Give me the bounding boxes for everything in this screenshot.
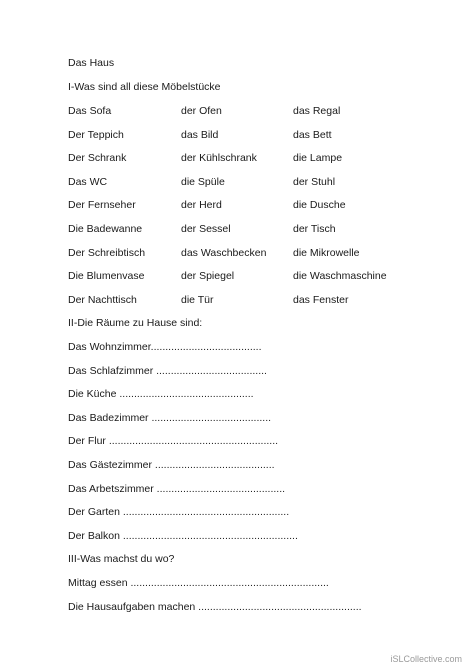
vocab-word: die Mikrowelle <box>293 246 360 259</box>
vocab-row <box>68 199 448 212</box>
room-fill-line: Der Flur .......................................................... <box>68 435 279 448</box>
vocab-word: Der Schrank <box>68 152 127 165</box>
vocab-word: Der Schreibtisch <box>68 246 146 259</box>
room-fill-line: Das Badezimmer ......................................... <box>68 411 272 424</box>
section2-heading: II-Die Räume zu Hause sind: <box>68 317 203 329</box>
vocab-word: Das WC <box>68 175 108 188</box>
room-fill-line: Die Küche .............................................. <box>68 388 254 401</box>
vocab-word: die Spüle <box>181 175 225 188</box>
vocab-word: das Regal <box>293 105 341 117</box>
room-fill-line: Das Arbetszimmer ............................................ <box>68 482 286 495</box>
vocab-word: Die Badewanne <box>68 223 143 235</box>
section3-heading: III-Was machst du wo? <box>68 553 175 565</box>
vocab-row <box>68 176 448 189</box>
vocab-word: Der Nachttisch <box>68 293 137 306</box>
room-fill-line: Das Gästezimmer ......................................... <box>68 459 275 471</box>
vocab-word: der Kühlschrank <box>181 152 257 165</box>
vocab-word: Der Teppich <box>68 128 124 141</box>
room-fill-line: Der Balkon ............................................................ <box>68 529 298 542</box>
vocab-row <box>68 129 448 142</box>
vocab-word: das Fenster <box>293 293 349 306</box>
vocab-row <box>68 294 448 307</box>
vocab-row <box>68 152 448 165</box>
vocab-word: Die Blumenvase <box>68 270 145 283</box>
vocab-word: das Bild <box>181 128 219 141</box>
worksheet-title: Das Haus <box>68 57 115 69</box>
vocab-word: das Waschbecken <box>181 246 267 259</box>
vocab-word: der Spiegel <box>181 270 235 283</box>
vocab-row <box>68 270 448 283</box>
vocab-word: das Bett <box>293 128 332 141</box>
vocab-row <box>68 223 448 236</box>
section1-heading: I-Was sind all diese Möbelstücke <box>68 81 221 93</box>
vocab-word: die Tür <box>181 293 214 306</box>
vocab-word: Der Fernseher <box>68 199 136 212</box>
activity-fill-line: Mittag essen .................................................................... <box>68 577 329 589</box>
room-fill-line: Der Garten ......................................................... <box>68 506 290 519</box>
vocab-word: Das Sofa <box>68 105 112 117</box>
room-fill-line: Das Schlafzimmer ...................................... <box>68 364 267 377</box>
vocab-word: der Tisch <box>293 223 336 235</box>
footer-watermark: iSLCollective.com <box>390 654 462 664</box>
vocab-word: der Sessel <box>181 223 231 235</box>
vocab-word: der Ofen <box>181 105 222 117</box>
vocab-word: die Waschmaschine <box>293 270 387 283</box>
vocab-word: die Dusche <box>293 199 346 212</box>
vocab-row <box>68 105 448 118</box>
vocab-word: der Herd <box>181 199 222 212</box>
room-fill-line: Das Wohnzimmer...................................... <box>68 341 262 353</box>
activity-fill-line: Die Hausaufgaben machen ........................................................ <box>68 600 362 613</box>
vocab-word: die Lampe <box>293 152 343 165</box>
vocab-row <box>68 247 448 260</box>
vocab-word: der Stuhl <box>293 175 336 188</box>
